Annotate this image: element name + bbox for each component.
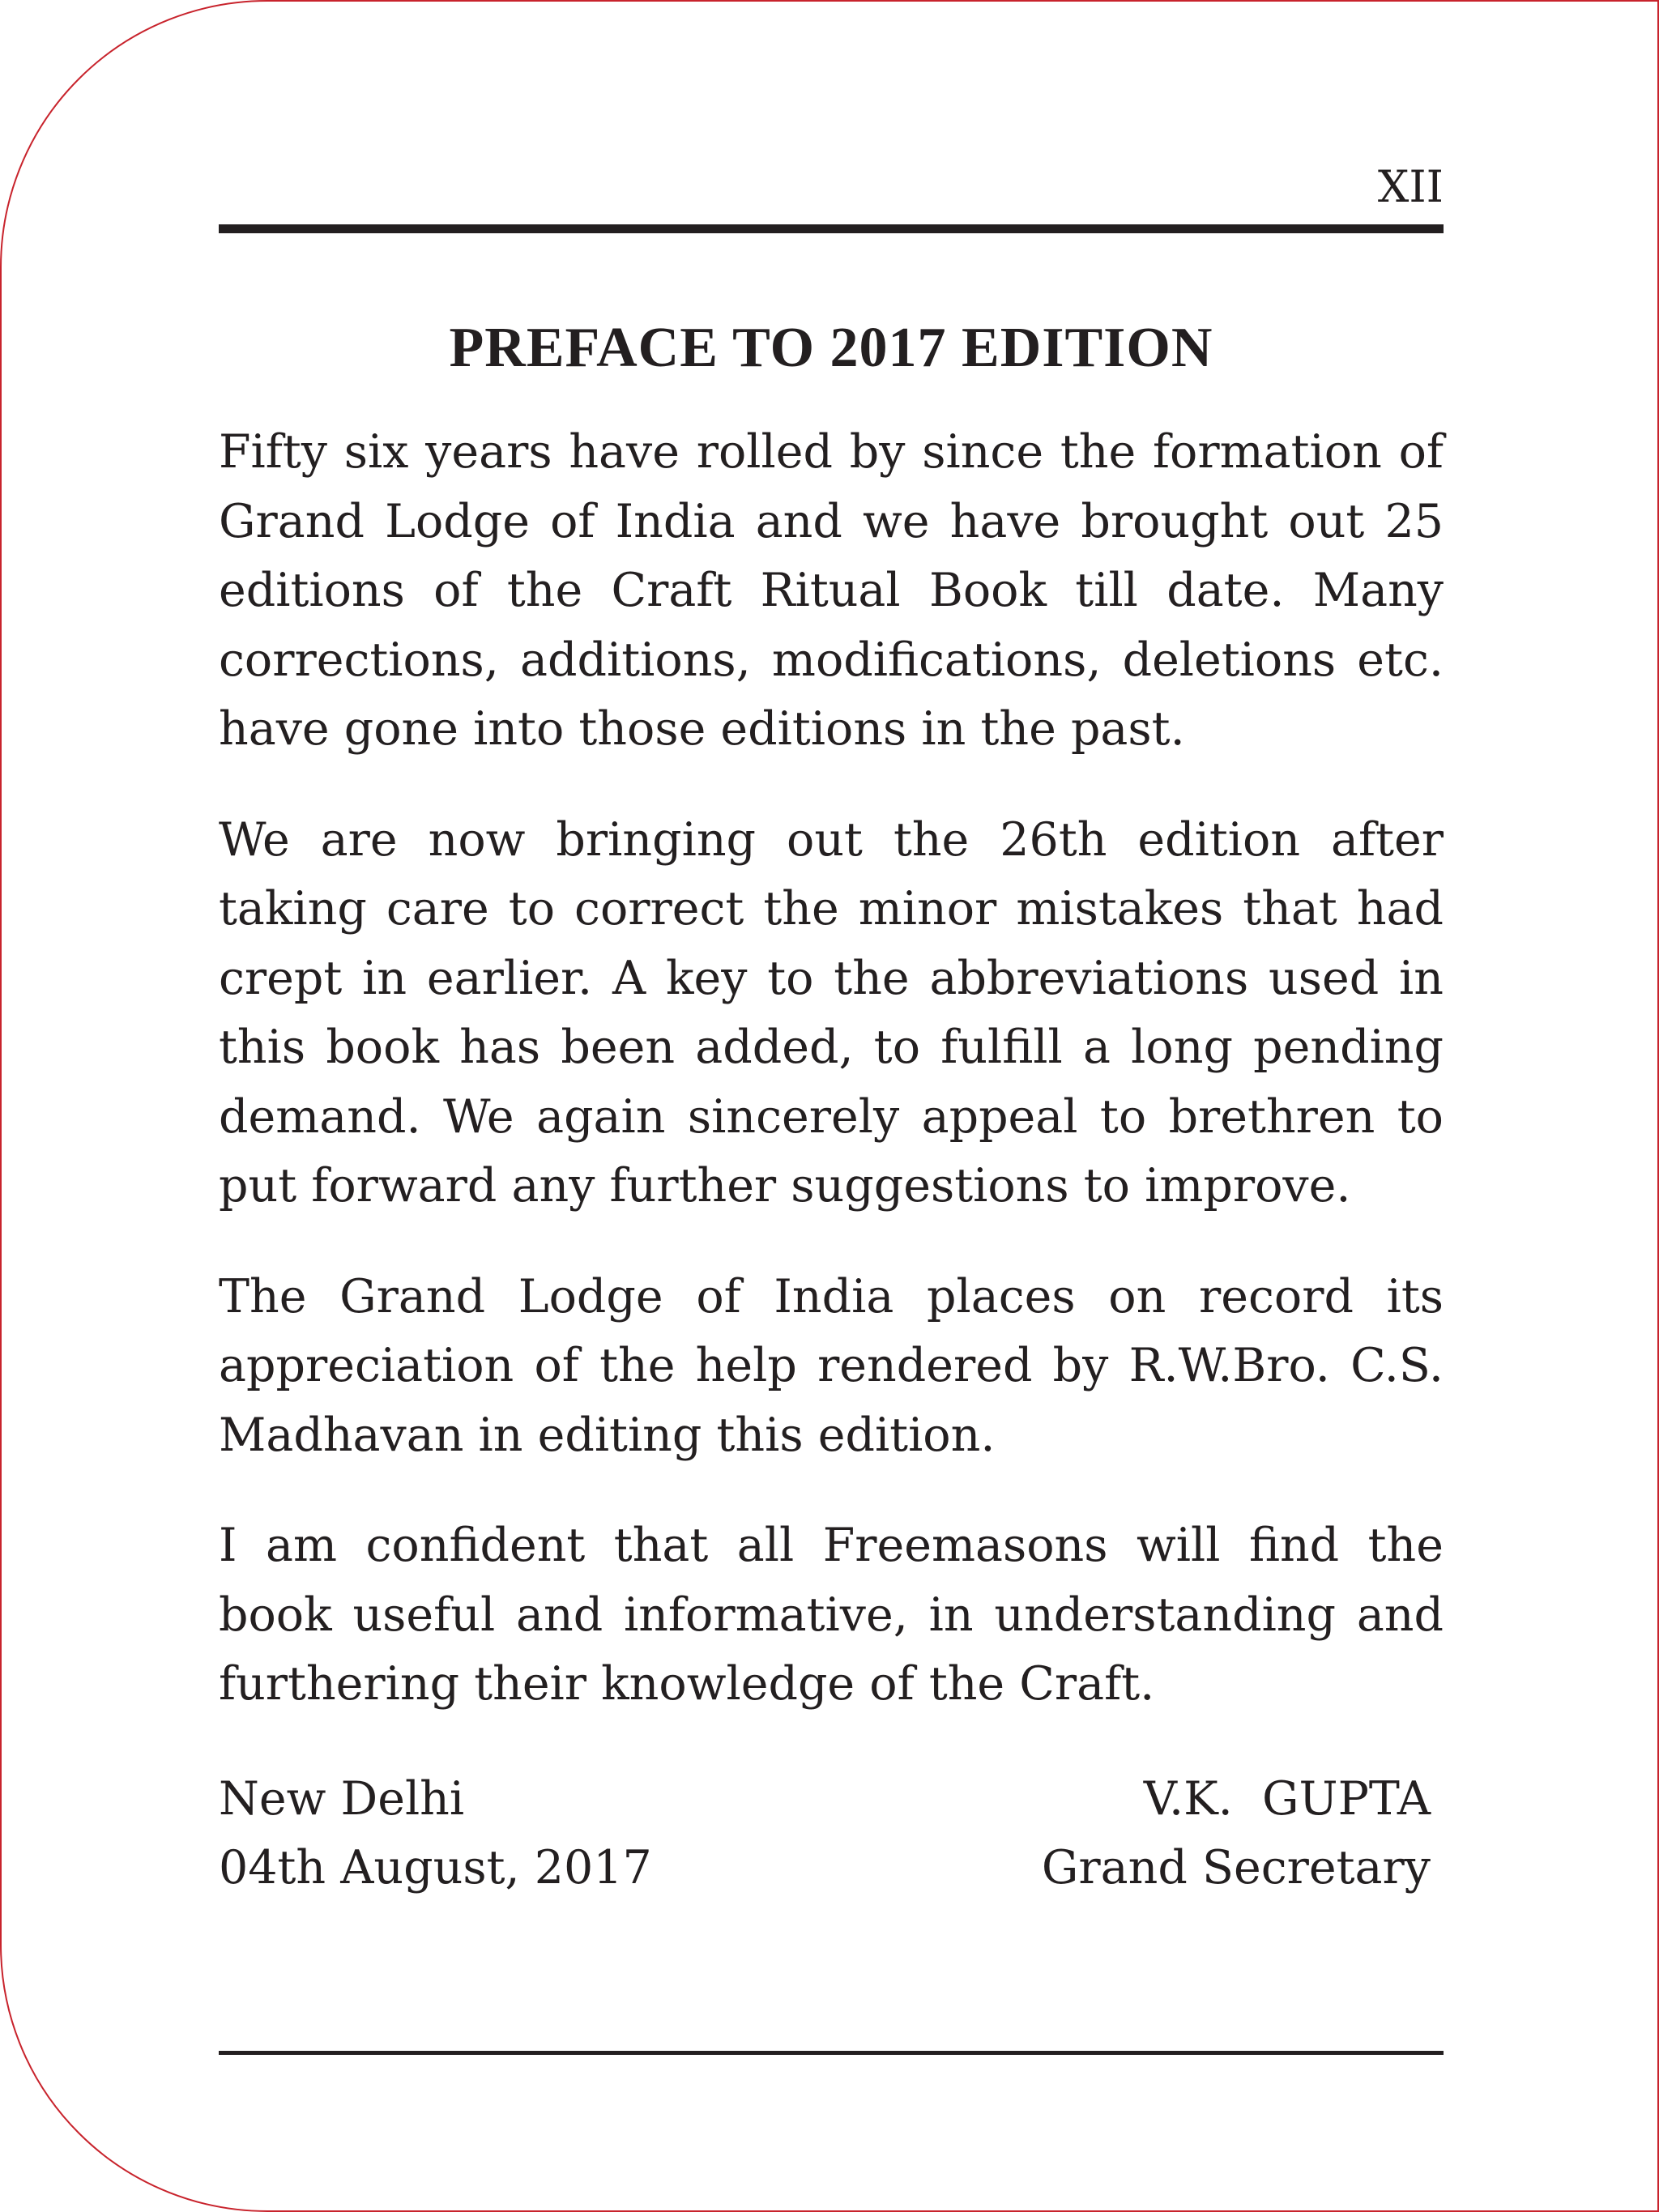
header-rule <box>219 224 1444 233</box>
signature-date: 04th August, 2017 <box>219 1841 652 1894</box>
footer-rule <box>219 2051 1444 2055</box>
signature-block <box>219 1765 1444 1904</box>
page-content <box>219 156 1444 1904</box>
paragraph-2: We are now bringing out the 26th edition after taking care to correct the minor mistakes that had crept in earlier. A key to the abbreviations used in this book has been added, to fulfill a long pending demand. We again sincerely appeal to brethren to put forward any further suggestions to improve. <box>219 812 1444 1213</box>
signature-name: V.K. GUPTA <box>1143 1771 1431 1826</box>
page-title: PREFACE TO 2017 EDITION <box>449 317 1213 379</box>
signature-designation: Grand Secretary <box>1041 1841 1431 1894</box>
signature-place-date <box>219 1765 652 1903</box>
page-number: XII <box>1377 161 1444 212</box>
paragraph-4: I am confident that all Freemasons will find the book useful and informative, in understanding and furthering their knowledge of the Craft. <box>219 1519 1444 1711</box>
signature-author <box>1042 1765 1431 1903</box>
paragraph-3: The Grand Lodge of India places on record its appreciation of the help rendered by R.W.Bro. C.S. Madhavan in editing this edition. <box>219 1269 1444 1462</box>
signature-place: New Delhi <box>219 1771 465 1826</box>
paragraph-1: Fifty six years have rolled by since the formation of Grand Lodge of India and we have brought out 25 editions of the Craft Ritual Book till date. Many corrections, additions, modifications, deletions etc. have gone into those editions in the past. <box>219 425 1444 756</box>
